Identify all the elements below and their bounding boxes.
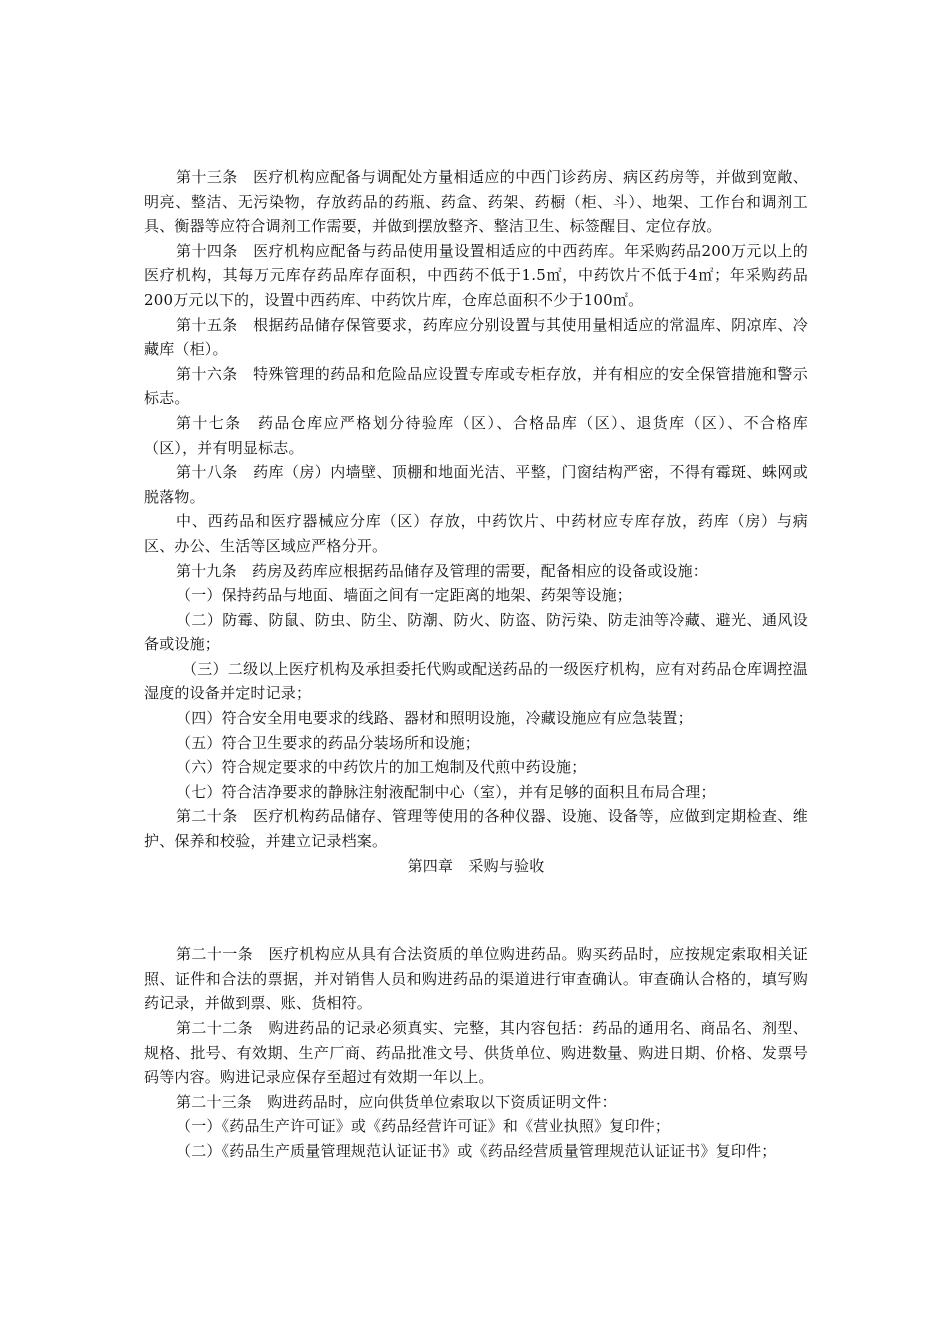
chapter-heading: 第四章 采购与验收: [407, 856, 545, 875]
article-23: 第二十三条 购进药品时，应向供货单位索取以下资质证明文件：: [176, 1092, 617, 1111]
article-19: 第十九条 药房及药库应根据药品储存及管理的需要，配备相应的设备或设施：: [176, 561, 709, 580]
article-19-item-7: （七）符合洁净要求的静脉注射液配制中心（室），并有足够的面积且布局合理；: [176, 782, 716, 801]
article-18-continuation: 中、西药品和医疗器械应分库（区）存放，中药饮片、中药材应专库存放，药库（房）与病区、办公、生活等区域应严格分开。: [144, 512, 808, 555]
article-19-item-4: （四）符合安全用电要求的线路、器材和照明设施，冷藏设施应有应急装置；: [176, 709, 693, 728]
article-23-item-1: （一）《药品生产许可证》或《药品经营许可证》和《营业执照》复印件；: [176, 1117, 671, 1136]
article-19-item-3: （三）二级以上医疗机构及承担委托代购或配送药品的一级医疗机构，应有对药品仓库调控温湿度的设备并定时记录；: [144, 659, 808, 703]
article-20: 第二十条 医疗机构药品储存、管理等使用的各种仪器、设施、设备等，应做到定期检查、维护、保养和校验，并建立记录档案。: [144, 807, 808, 851]
article-22: 第二十二条 购进药品的记录必须真实、完整，其内容包括：药品的通用名、商品名、剂型、规格、批号、有效期、生产厂商、药品批准文号、供货单位、购进数量、购进日期、价格、发票号码等内容。购进记录应保存至超过有效期一年以上。: [144, 1019, 808, 1087]
article-21: 第二十一条 医疗机构应从具有合法资质的单位购进药品。购买药品时，应按规定索取相关证照、证件和合法的票据，并对销售人员和购进药品的渠道进行审查确认。审查确认合格的，填写购药记录，并做到票、账、货相符。: [144, 945, 808, 1013]
article-17: 第十七条 药品仓库应严格划分待验库（区）、合格品库（区）、退货库（区）、不合格库（区），并有明显标志。: [144, 413, 808, 457]
article-13: 第十三条 医疗机构应配备与调配处方量相适应的中西门诊药房、病区药房等，并做到宽敞、明亮、整洁、无污染物，存放药品的药瓶、药盒、药架、药橱（柜、斗）、地架、工作台和调剂工具、衡器等应符合调剂工作需要，并做到摆放整齐、整洁卫生、标签醒目、定位存放。: [144, 168, 808, 236]
document-page: [144, 165, 808, 1164]
article-16: 第十六条 特殊管理的药品和危险品应设置专库或专柜存放，并有相应的安全保管措施和警示标志。: [144, 364, 808, 408]
article-19-item-5: （五）符合卫生要求的药品分装场所和设施；: [176, 733, 481, 752]
article-19-item-1: （一）保持药品与地面、墙面之间有一定距离的地架、药架等设施；: [176, 586, 633, 605]
article-14: 第十四条 医疗机构应配备与药品使用量设置相适应的中西药库。年采购药品200万元以上的医疗机构，其每万元库存药品库存面积，中西药不低于1.5㎡，中药饮片不低于4㎡；年采购药品200万元以下的，设置中西药库、中药饮片库，仓库总面积不少于100㎡。: [144, 241, 808, 309]
article-19-item-6: （六）符合规定要求的中药饮片的加工炮制及代煎中药设施；: [176, 758, 587, 777]
article-19-item-2: （二）防霉、防鼠、防虫、防尘、防潮、防火、防盗、防污染、防走油等冷藏、避光、通风设备或设施；: [144, 610, 808, 654]
article-23-item-2: （二）《药品生产质量管理规范认证证书》或《药品经营质量管理规范认证证书》复印件；: [176, 1141, 777, 1160]
article-18: 第十八条 药库（房）内墙壁、顶棚和地面光洁、平整，门窗结构严密，不得有霉斑、蛛网或脱落物。: [144, 463, 808, 506]
article-15: 第十五条 根据药品储存保管要求，药库应分别设置与其使用量相适应的常温库、阴凉库、冷藏库（柜）。: [144, 315, 808, 359]
